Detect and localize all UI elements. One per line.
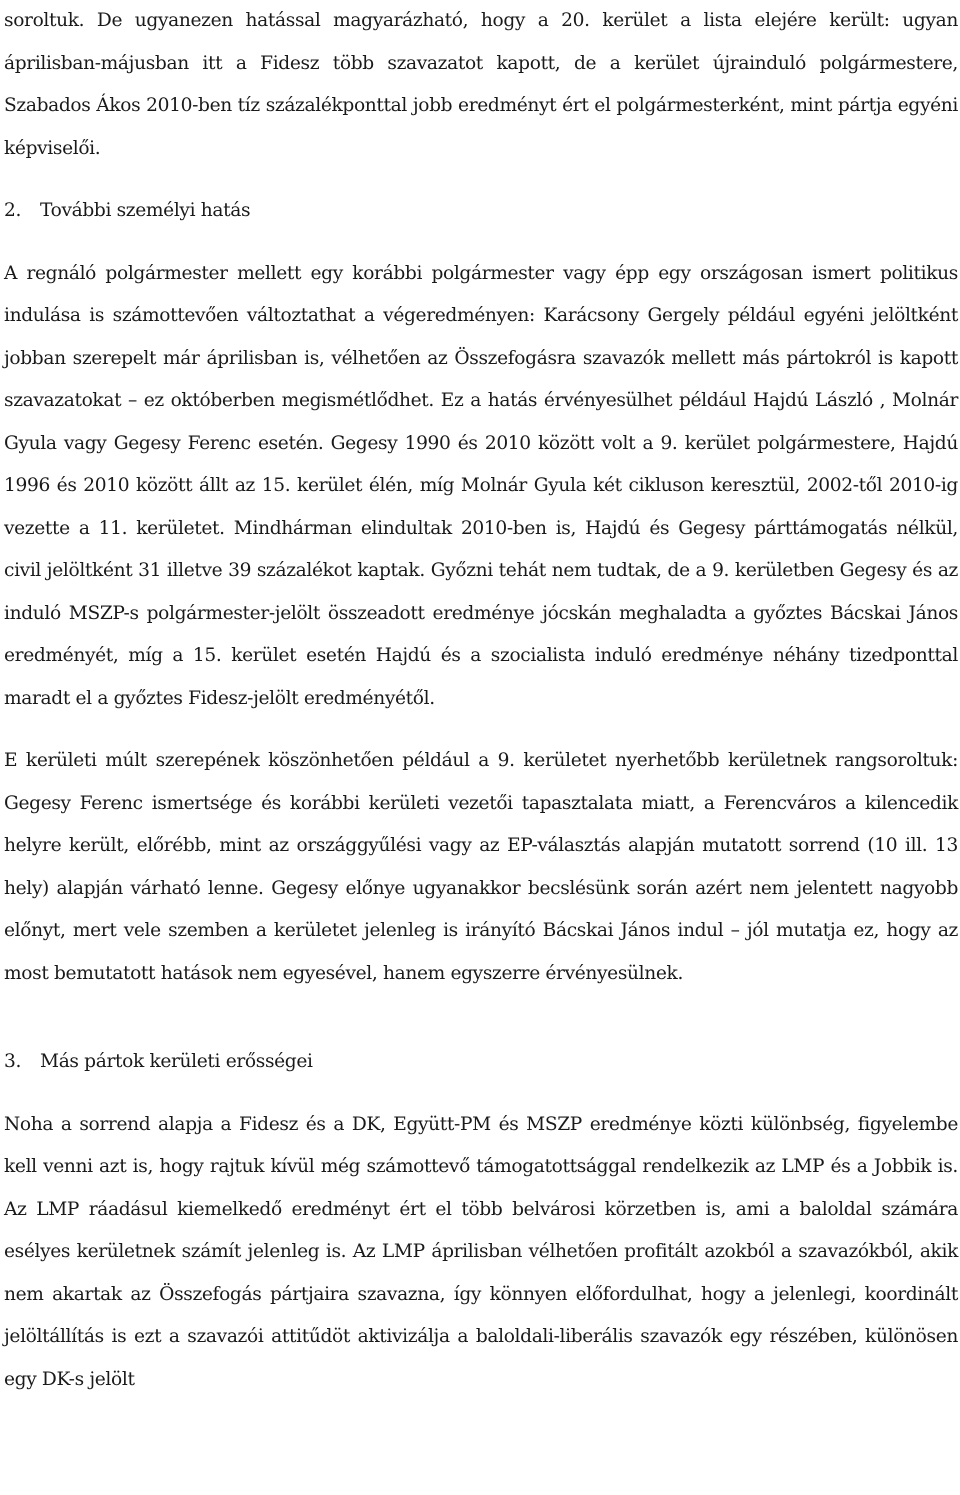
spacer	[0, 995, 960, 1041]
spacer	[0, 170, 960, 190]
spacer	[0, 720, 960, 740]
spacer	[0, 1084, 960, 1104]
section-heading-2	[0, 190, 960, 233]
paragraph-1: soroltuk. De ugyanezen hatással magyarázható, hogy a 20. kerület a lista elejére került: ugyan áprilisban-májusban itt a Fidesz több szavazatot kapott, de a kerület újrainduló polgármestere, Szabados Ákos 2010-ben tíz százalékponttal jobb eredményt ért el polgármesterként, mint pártja egyéni képviselői.	[4, 10, 958, 159]
paragraph-4: Noha a sorrend alapja a Fidesz és a DK, Együtt-PM és MSZP eredménye közti különbség, figyelembe kell venni azt is, hogy rajtuk kívül még számottevő támogatottsággal rendelkezik az LMP és a Jobbik is. Az LMP ráadásul kiemelkedő eredményt ért el több belvárosi körzetben is, ami a baloldal számára esélyes kerületnek számít jelenleg is. Az LMP áprilisban vélhetően profitált azokból a szavazókból, akik nem akartak az Összefogás pártjaira szavazna, így könnyen előfordulhat, hogy a jelenlegi, koordinált jelöltállítás is ezt a szavazói attitűdöt aktivizálja a baloldali-liberális szavazók egy részében, különösen egy DK-s jelölt	[4, 1113, 958, 1390]
section-number: 2.	[4, 200, 22, 221]
section-title: Más pártok kerületi erősségei	[40, 1051, 313, 1072]
section-heading-3	[0, 1041, 960, 1084]
section-title: További személyi hatás	[40, 200, 251, 221]
section-number: 3.	[4, 1051, 22, 1072]
paragraph-2: A regnáló polgármester mellett egy korábbi polgármester vagy épp egy országosan ismert politikus indulása is számottevően változtathat a végeredményen: Karácsony Gergely például egyéni jelöltként jobban szerepelt már áprilisban is, vélhetően az Összefogásra szavazók mellett más pártokról is kapott szavazatokat – ez októberben megismétlődhet. Ez a hatás érvényesülhet például Hajdú László , Molnár Gyula vagy Gegesy Ferenc esetén. Gegesy 1990 és 2010 között volt a 9. kerület polgármestere, Hajdú 1996 és 2010 között állt az 15. kerület élén, míg Molnár Gyula két cikluson keresztül, 2002-től 2010-ig vezette a 11. kerületet. Mindhárman elindultak 2010-ben is, Hajdú és Gegesy párttámogatás nélkül, civil jelöltként 31 illetve 39 százalékot kaptak. Győzni tehát nem tudtak, de a 9. kerületben Gegesy és az induló MSZP-s polgármester-jelölt összeadott eredménye jócskán meghaladta a győztes Bácskai János eredményét, míg a 15. kerület esetén Hajdú és a szocialista induló eredménye néhány tizedponttal maradt el a győztes Fidesz-jelölt eredményétől.	[4, 262, 958, 709]
paragraph-3: E kerületi múlt szerepének köszönhetően például a 9. kerületet nyerhetőbb kerületnek rangsoroltuk: Gegesy Ferenc ismertsége és korábbi kerületi vezetői tapasztalata miatt, a Ferencváros a kilencedik helyre került, előrébb, mint az országgyűlési vagy az EP-választás alapján mutatott sorrend (10 ill. 13 hely) alapján várható lenne. Gegesy előnye ugyanakkor becslésünk során azért nem jelentett nagyobb előnyt, mert vele szemben a kerületet jelenleg is irányító Bácskai János indul – jól mutatja ez, hogy az most bemutatott hatások nem egyesével, hanem egyszerre érvényesülnek.	[4, 750, 958, 984]
spacer	[0, 233, 960, 253]
